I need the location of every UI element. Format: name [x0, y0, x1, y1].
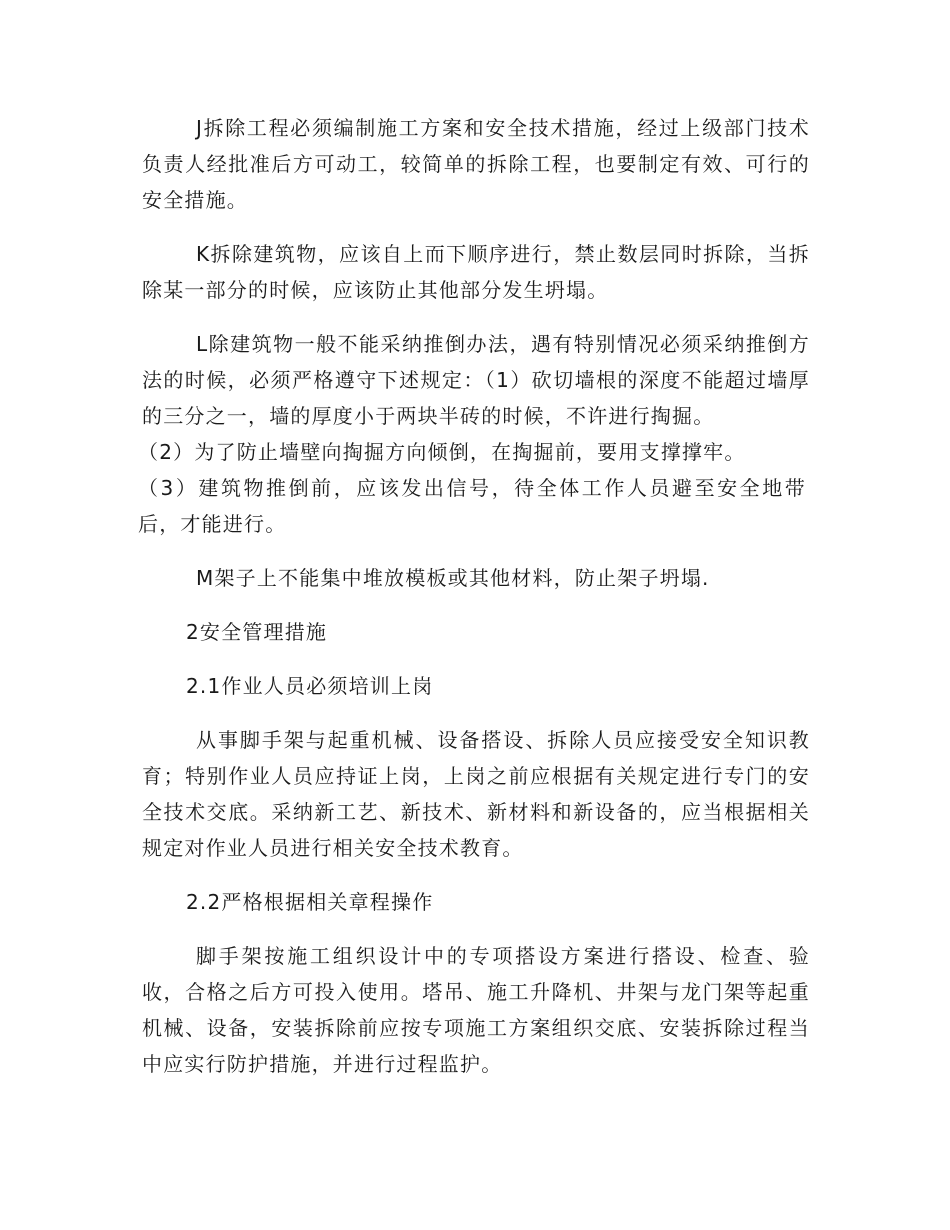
- section-heading-2-2: 2.2严格根据相关章程操作: [186, 890, 434, 914]
- paragraph-l-main: L除建筑物一般不能采纳推倒办法，遇有特别情况必须采纳推倒方法的时候，必须严格遵守下述规定：（1）砍切墙根的深度不能超过墙厚的三分之一，墙的厚度小于两块半砖的时候，不许进行掏掘。: [142, 332, 810, 428]
- paragraph-l: [142, 326, 810, 434]
- paragraph-2-2: 脚手架按施工组织设计中的专项搭设方案进行搭设、检查、验收，合格之后方可投入使用。塔吊、施工升降机、井架与龙门架等起重机械、设备，安装拆除前应按专项施工方案组织交底、安装拆除过程当中应实行防护措施，并进行过程监护。: [142, 944, 810, 1076]
- section-heading-2-1: 2.1作业人员必须培训上岗: [186, 674, 434, 698]
- paragraph-k: K拆除建筑物，应该自上而下顺序进行，禁止数层同时拆除，当拆除某一部分的时候，应该防止其他部分发生坍塌。: [142, 242, 810, 302]
- paragraph-j: J拆除工程必须编制施工方案和安全技术措施，经过上级部门技术负责人经批准后方可动工，较简单的拆除工程，也要制定有效、可行的安全措施。: [142, 116, 810, 212]
- paragraph-2-1: 从事脚手架与起重机械、设备搭设、拆除人员应接受安全知识教育；特别作业人员应持证上岗，上岗之前应根据有关规定进行专门的安全技术交底。采纳新工艺、新技术、新材料和新设备的，应当根据相关规定对作业人员进行相关安全技术教育。: [142, 728, 810, 860]
- paragraph-l-item-3: （3）建筑物推倒前，应该发出信号，待全体工作人员避至安全地带后，才能进行。: [138, 476, 806, 536]
- section-heading-2: 2安全管理措施: [186, 620, 328, 644]
- paragraph-m: M架子上不能集中堆放模板或其他材料，防止架子坍塌.: [196, 566, 710, 590]
- paragraph-l-item-2: （2）为了防止墙壁向掏掘方向倾倒，在掏掘前，要用支撑撑牢。: [138, 440, 746, 464]
